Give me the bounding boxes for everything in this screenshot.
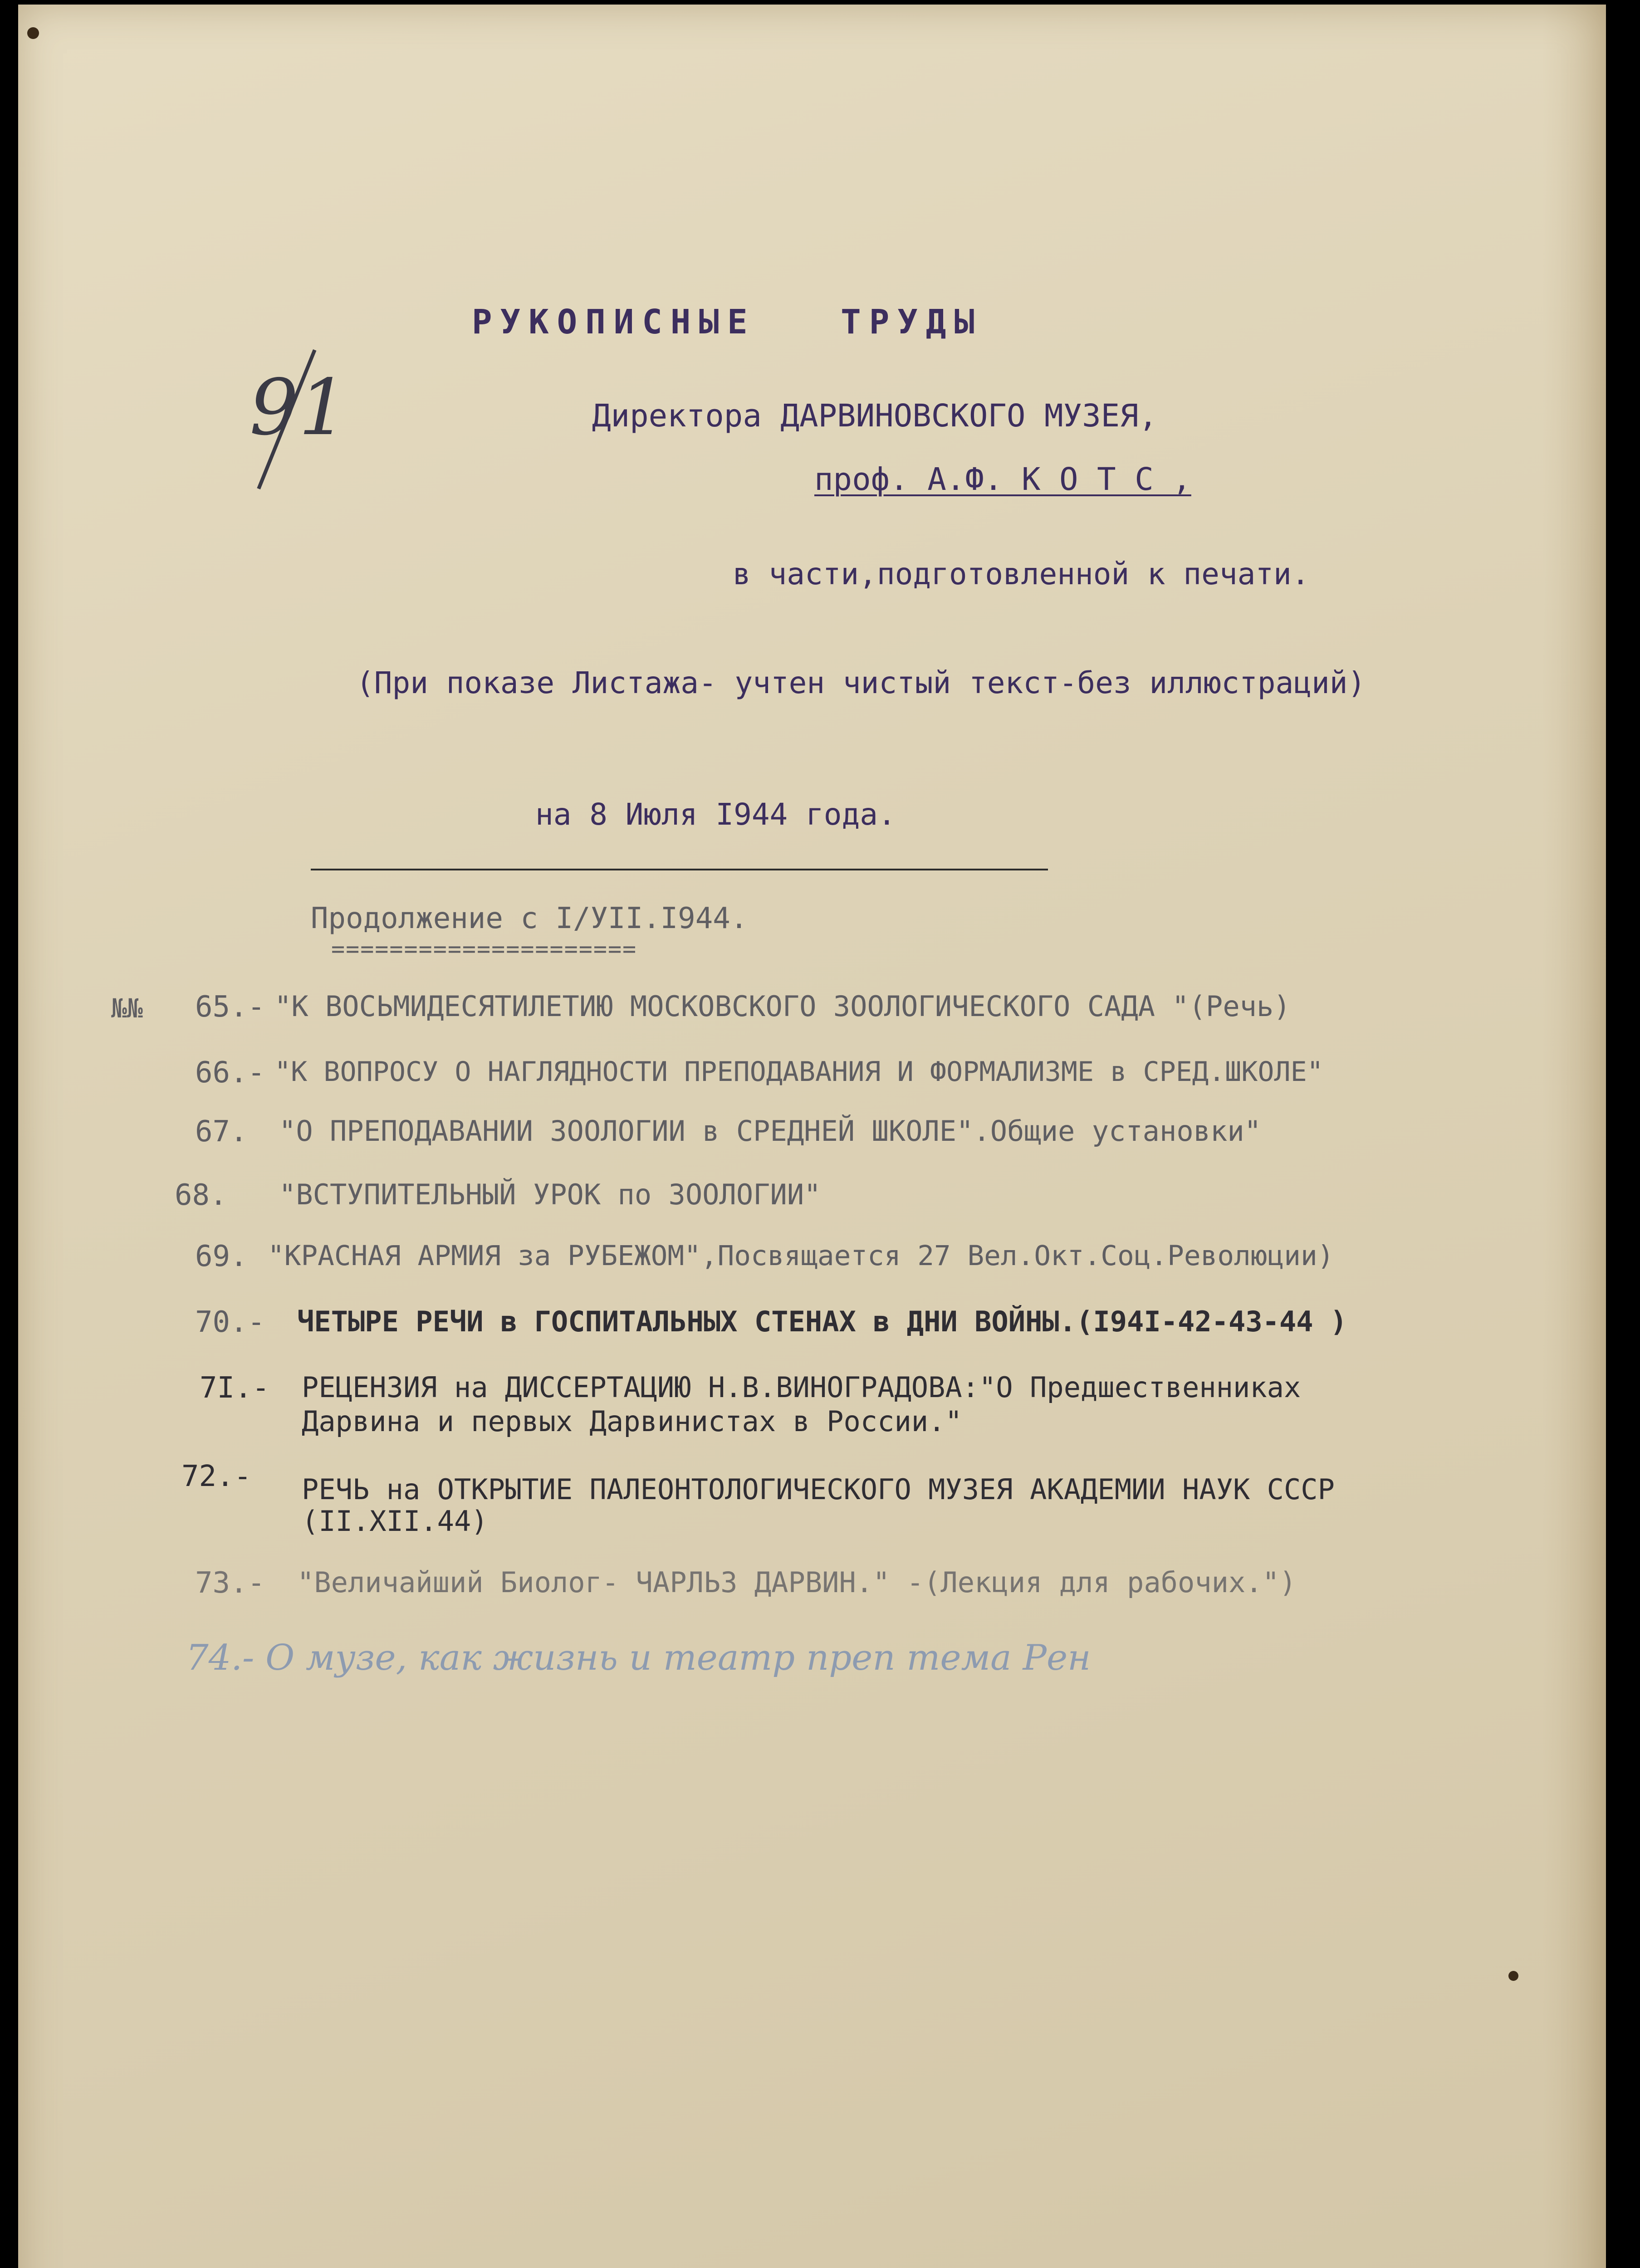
item-69-text: "КРАСНАЯ АРМИЯ за РУБЕЖОМ",Посвящается 27 Вел.Окт.Соц.Революции)	[268, 1240, 1334, 1272]
date-line: на 8 Июля I944 года.	[535, 797, 896, 832]
item-65-text: "К ВОСЬМИДЕСЯТИЛЕТИЮ МОСКОВСКОГО ЗООЛОГИЧЕСКОГО САДА "(Речь)	[274, 990, 1291, 1023]
subtitle-director: Директора ДАРВИНОВСКОГО МУЗЕЯ,	[592, 398, 1158, 434]
item-66-number: 66.-	[195, 1056, 265, 1090]
item-68-number: 68.	[175, 1178, 227, 1212]
item-66-text: "К ВОПРОСУ О НАГЛЯДНОСТИ ПРЕПОДАВАНИЯ И ФОРМАЛИЗМЕ в СРЕД.ШКОЛЕ"	[274, 1056, 1323, 1088]
subtitle-scope: в части,подготовленной к печати.	[733, 557, 1310, 591]
continuation-note: Продолжение с I/УII.I944.	[311, 902, 748, 935]
item-72-number: 72.-	[181, 1460, 252, 1493]
item-69-number: 69.	[195, 1240, 248, 1273]
item-72-text: РЕЧЬ на ОТКРЫТИЕ ПАЛЕОНТОЛОГИЧЕСКОГО МУЗЕЯ АКАДЕМИИ НАУК СССР	[302, 1473, 1335, 1506]
item-72-text-line2: (II.XII.44)	[302, 1505, 488, 1538]
document-title: РУКОПИСНЫЕ ТРУДЫ	[472, 303, 983, 342]
note-pagination: (При показе Листажа- учтен чистый текст-без иллюстраций)	[356, 665, 1366, 700]
page-number: 91	[250, 363, 348, 453]
item-70-number: 70.-	[195, 1305, 265, 1339]
item-74-handwritten: 74.- О музе, как жизнь и театр преп тема Рен	[186, 1637, 1091, 1678]
item-65-number: 65.-	[195, 990, 265, 1024]
item-68-text: "ВСТУПИТЕЛЬНЫЙ УРОК по ЗООЛОГИИ"	[279, 1178, 821, 1211]
item-67-number: 67.	[195, 1115, 248, 1149]
separator-line	[311, 869, 1048, 870]
item-73-text: "Величайший Биолог- ЧАРЛЬЗ ДАРВИН." -(Лекция для рабочих.")	[297, 1566, 1297, 1599]
item-67-text: "О ПРЕПОДАВАНИИ ЗООЛОГИИ в СРЕДНЕЙ ШКОЛЕ".Общие установки"	[279, 1114, 1261, 1148]
continuation-rule: =====================	[331, 936, 637, 962]
item-71-text: РЕЦЕНЗИЯ на ДИССЕРТАЦИЮ Н.В.ВИНОГРАДОВА:"О Предшественниках	[302, 1371, 1301, 1404]
item-71-number: 7I.-	[200, 1371, 270, 1405]
document-sheet	[18, 5, 1606, 2268]
item-70-text: ЧЕТЫРЕ РЕЧИ в ГОСПИТАЛЬНЫХ СТЕНАХ в ДНИ ВОЙНЫ.(I94I-42-43-44 )	[297, 1305, 1347, 1338]
items-prefix: №№	[111, 993, 143, 1024]
punch-hole-top	[27, 27, 39, 39]
item-71-text-line2: Дарвина и первых Дарвинистах в России."	[302, 1405, 962, 1438]
subtitle-professor: проф. А.Ф. К О Т С ,	[814, 461, 1191, 498]
ink-dot	[1508, 1971, 1518, 1981]
item-73-number: 73.-	[195, 1566, 265, 1600]
